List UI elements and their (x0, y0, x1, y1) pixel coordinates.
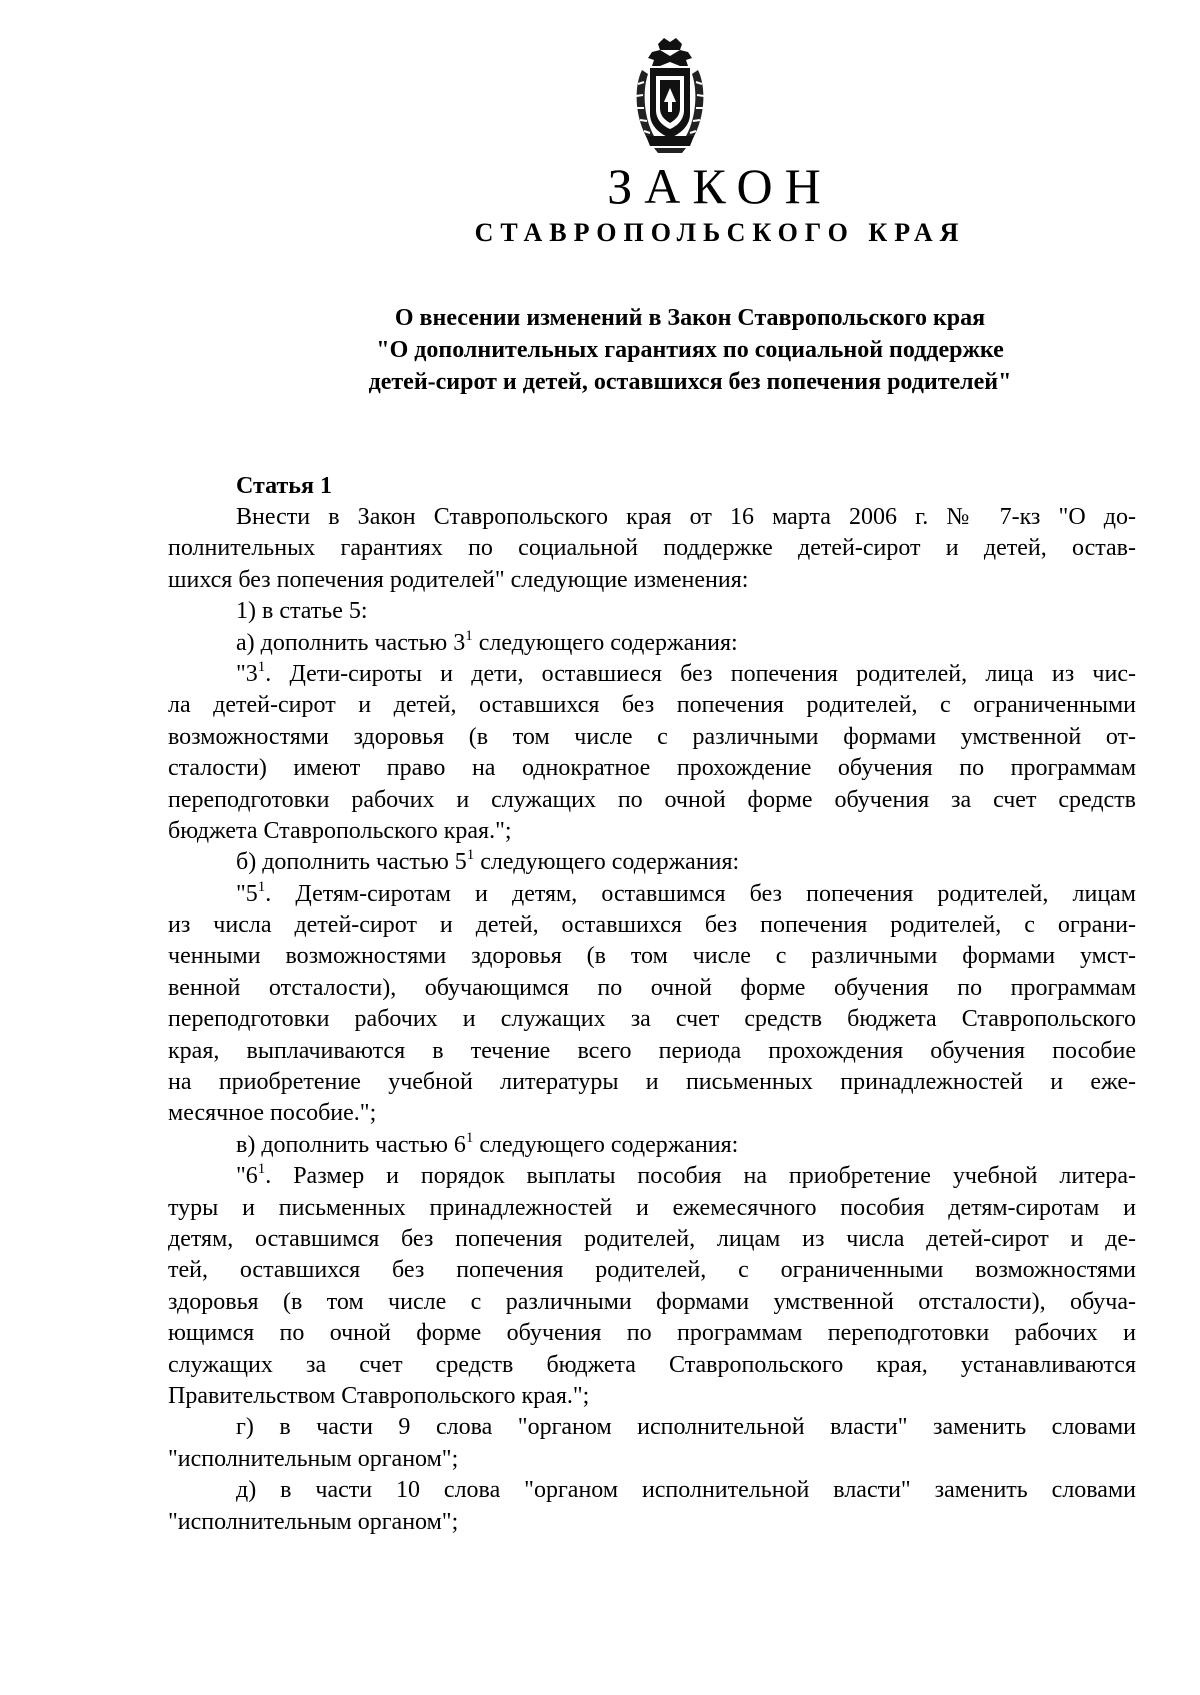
heading-line: О внесении изменений в Закон Ставропольского края (394, 305, 986, 331)
article-line (168, 879, 1136, 910)
article-line: сталости) имеют право на однократное прохождение обучения по программам (168, 755, 1136, 782)
article-line (168, 1130, 1136, 1161)
heading-line: детей-сирот и детей, оставшихся без попечения родителей" (368, 369, 1012, 395)
article-line: здоровья (в том числе с различными формами умственной отсталости), обуча- (168, 1288, 1136, 1315)
article-line: ла детей-сирот и детей, оставшихся без попечения родителей, с ограниченными (168, 692, 1136, 719)
article-line (168, 659, 1136, 690)
stavropol-coat-of-arms-icon (630, 36, 710, 154)
article-line: из числа детей-сирот и детей, оставшихся без попечения родителей, с ограни- (168, 912, 1136, 939)
article-line: переподготовки рабочих и служащих по очной форме обучения за счет средств (168, 786, 1136, 813)
law-subtitle: СТАВРОПОЛЬСКОГО КРАЯ (474, 218, 966, 247)
article-line: г) в части 9 слова "органом исполнительной власти" заменить словами (236, 1414, 1136, 1441)
article-line: "исполнительным органом"; (168, 1508, 459, 1535)
superscript: 1 (466, 847, 475, 864)
article-line: переподготовки рабочих и служащих за счет средств бюджета Ставропольского (168, 1006, 1136, 1033)
article-line: д) в части 10 слова "органом исполнительной власти" заменить словами (236, 1477, 1136, 1504)
superscript: 1 (257, 878, 266, 895)
article-line: детям, оставшимся без попечения родителей, лицам из числа детей-сирот и де- (168, 1225, 1136, 1252)
article-line: возможностями здоровья (в том числе с различными формами умственной от- (168, 723, 1136, 750)
line-text: в) дополнить частью 6 (236, 1131, 466, 1158)
article-line (168, 628, 1136, 659)
article-line: 1) в статье 5: (236, 598, 368, 625)
superscript: 1 (257, 658, 266, 675)
article-line: месячное пособие."; (168, 1100, 377, 1127)
article-line: шихся без попечения родителей" следующие изменения: (168, 566, 749, 593)
line-text: а) дополнить частью 3 (236, 629, 466, 656)
superscript: 1 (465, 627, 473, 644)
document-heading (240, 302, 1140, 398)
article-line: Внести в Закон Ставропольского края от 16 марта 2006 г. № 7-кз "О до- (236, 504, 1136, 530)
superscript: 1 (257, 1161, 266, 1178)
line-text: следующего содержания: (472, 629, 738, 656)
line-text: "5 (236, 880, 258, 907)
law-title: ЗАКОН (607, 158, 833, 214)
line-text: . Размер и порядок выплаты пособия на приобретение учебной литера- (265, 1163, 1136, 1190)
line-text: б) дополнить частью 5 (236, 849, 467, 876)
article-line: "исполнительным органом"; (168, 1445, 459, 1472)
article-line: ющимся по очной форме обучения по программам переподготовки рабочих и (168, 1320, 1136, 1347)
article-line: венной отсталости), обучающимся по очной форме обучения по программам (168, 974, 1136, 1001)
superscript: 1 (465, 1129, 474, 1146)
article-body (168, 502, 1136, 1538)
line-text: следующего содержания: (473, 1131, 739, 1158)
line-text: . Детям-сиротам и детям, оставшимся без попечения родителей, лицам (265, 880, 1136, 907)
article-line: края, выплачиваются в течение всего периода прохождения обучения пособие (168, 1037, 1136, 1064)
line-text: следующего содержания: (474, 849, 740, 876)
article-line: полнительных гарантиях по социальной поддержке детей-сирот и детей, остав- (168, 535, 1136, 562)
heading-line: "О дополнительных гарантиях по социальной поддержке (376, 337, 1004, 363)
article-line: бюджета Ставропольского края."; (168, 817, 512, 844)
article-line: на приобретение учебной литературы и письменных принадлежностей и еже- (168, 1069, 1136, 1096)
line-text: "3 (236, 660, 258, 687)
article-line: Правительством Ставропольского края."; (168, 1382, 590, 1409)
article-line (168, 1161, 1136, 1192)
line-text: . Дети-сироты и дети, оставшиеся без попечения родителей, лица из чис- (265, 660, 1136, 687)
article-line: тей, оставшихся без попечения родителей, с ограниченными возможностями (168, 1257, 1136, 1284)
line-text: "6 (236, 1163, 258, 1190)
article-title: Статья 1 (236, 473, 332, 499)
article-line (168, 847, 1136, 878)
article-line: ченными возможностями здоровья (в том числе с различными формами умст- (168, 943, 1136, 970)
article-line: туры и письменных принадлежностей и ежемесячного пособия детям-сиротам и (168, 1194, 1136, 1221)
article-line: служащих за счет средств бюджета Ставропольского края, устанавливаются (168, 1351, 1136, 1378)
